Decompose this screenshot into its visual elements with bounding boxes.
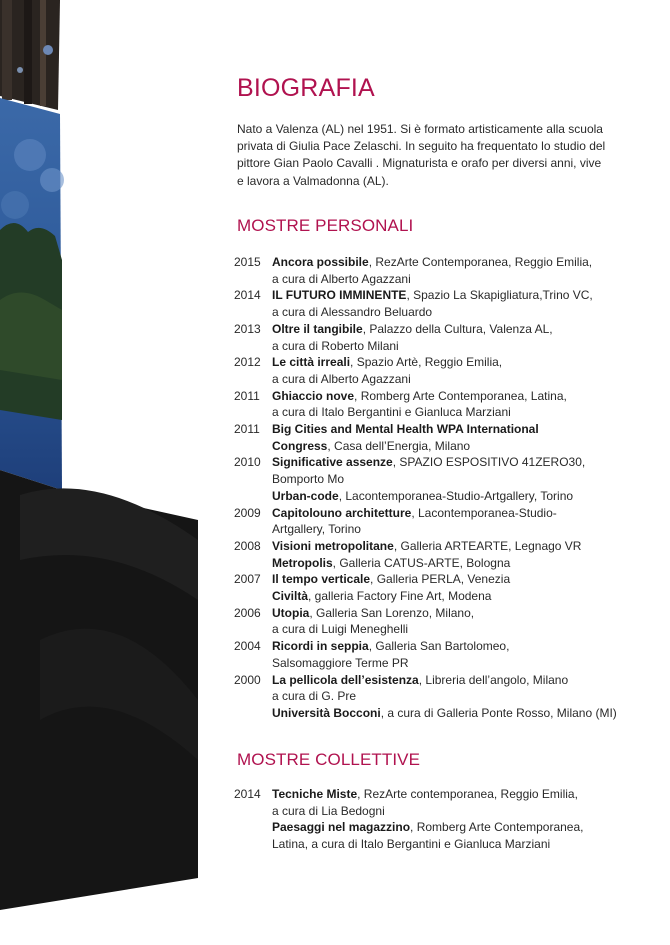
exhibition-lines xyxy=(272,287,634,320)
exhibition-line xyxy=(272,254,634,271)
exhibition-entry xyxy=(234,505,634,538)
exhibition-details: , Galleria ARTEARTE, Legnago VR xyxy=(393,538,582,553)
exhibition-line xyxy=(272,672,634,689)
exhibition-title: Le città irreali xyxy=(272,355,351,370)
artist-photo xyxy=(0,0,198,945)
exhibition-year: 2008 xyxy=(234,538,261,553)
exhibition-lines xyxy=(272,538,634,571)
exhibition-entry xyxy=(234,605,634,638)
exhibition-lines xyxy=(272,672,634,722)
exhibition-details: , galleria Factory Fine Art, Modena xyxy=(308,589,492,604)
exhibition-details: a cura di Alessandro Beluardo xyxy=(272,305,433,320)
exhibition-line xyxy=(272,836,634,853)
exhibition-details: , Casa dell’Energia, Milano xyxy=(327,438,471,453)
exhibition-title: La pellicola dell’esistenza xyxy=(272,672,419,687)
exhibition-line xyxy=(272,555,634,572)
section-title-personali: MOSTRE PERSONALI xyxy=(237,216,414,235)
exhibition-details: , Galleria PERLA, Venezia xyxy=(370,572,511,587)
exhibition-details: a cura di Luigi Meneghelli xyxy=(272,622,409,637)
exhibition-title: Ghiaccio nove xyxy=(272,388,355,403)
exhibition-line xyxy=(272,371,634,388)
exhibition-lines xyxy=(272,454,634,504)
exhibition-line xyxy=(272,438,634,455)
exhibition-year: 2013 xyxy=(234,321,261,336)
exhibition-line xyxy=(272,338,634,355)
exhibition-line xyxy=(272,655,634,672)
exhibition-year: 2012 xyxy=(234,355,261,370)
exhibition-year: 2015 xyxy=(234,255,261,269)
photo-image xyxy=(0,0,198,945)
exhibitions-collettive-list xyxy=(234,786,634,853)
exhibition-details: , RezArte Contemporanea, Reggio Emilia, xyxy=(368,255,593,269)
exhibition-details: Latina, a cura di Italo Bergantini e Gianluca Marziani xyxy=(272,837,551,852)
exhibition-title: Civiltà xyxy=(272,589,309,604)
exhibition-line xyxy=(272,538,634,555)
exhibition-entry xyxy=(234,254,634,287)
exhibition-lines xyxy=(272,571,634,604)
exhibition-lines xyxy=(272,388,634,421)
exhibition-details: a cura di Alberto Agazzani xyxy=(272,371,411,386)
exhibition-details: , Lacontemporanea-Studio- xyxy=(411,505,557,520)
exhibition-year: 2011 xyxy=(234,422,260,437)
exhibitions-personali-list xyxy=(234,254,634,722)
exhibition-title: Il tempo verticale xyxy=(272,572,371,587)
exhibition-title: Università Bocconi xyxy=(272,705,381,720)
exhibition-title: Capitolouno architetture xyxy=(272,505,412,520)
exhibition-lines xyxy=(272,321,634,354)
exhibition-entry xyxy=(234,672,634,722)
exhibition-line xyxy=(272,521,634,538)
exhibition-line xyxy=(272,638,634,655)
exhibition-details: , Galleria CATUS-ARTE, Bologna xyxy=(332,555,511,570)
exhibition-details: Artgallery, Torino xyxy=(272,522,361,537)
exhibition-title: Urban-code xyxy=(272,488,339,503)
exhibition-details: , SPAZIO ESPOSITIVO 41ZERO30, xyxy=(392,455,586,470)
exhibition-title: Ricordi in seppia xyxy=(272,639,369,654)
exhibition-line xyxy=(272,271,634,288)
exhibition-details: Bomporto Mo xyxy=(272,472,345,487)
exhibition-year: 2000 xyxy=(234,672,261,687)
exhibition-line xyxy=(272,786,634,803)
exhibition-lines xyxy=(272,354,634,387)
exhibition-details: a cura di G. Pre xyxy=(272,689,357,704)
exhibition-title: Ancora possibile xyxy=(272,255,369,269)
exhibition-entry xyxy=(234,287,634,320)
exhibition-details: a cura di Lia Bedogni xyxy=(272,803,385,818)
exhibition-details: , a cura di Galleria Ponte Rosso, Milano (MI) xyxy=(380,705,617,720)
exhibition-lines xyxy=(272,254,634,287)
exhibition-entry xyxy=(234,388,634,421)
exhibition-lines xyxy=(272,421,634,454)
exhibition-title: Tecniche Miste xyxy=(272,787,358,801)
exhibition-title: Visioni metropolitane xyxy=(272,538,394,553)
exhibition-lines xyxy=(272,638,634,671)
exhibition-title: Congress xyxy=(272,438,328,453)
exhibition-details: , RezArte contemporanea, Reggio Emilia, xyxy=(357,787,578,801)
exhibition-title: Significative assenze xyxy=(272,455,393,470)
biography-text: Nato a Valenza (AL) nel 1951. Si è formato artisticamente alla scuola privata di Giulia Pace Zelaschi. In seguito ha frequentato lo studio del pittore Gian Paolo Cavalli . Mignaturista e orafo per diversi anni, vive e lavora a Valmadonna (AL). xyxy=(237,122,606,188)
exhibition-details: , Lacontemporanea-Studio-Artgallery, Torino xyxy=(338,488,574,503)
exhibition-line xyxy=(272,488,634,505)
exhibition-line xyxy=(272,819,634,836)
exhibition-entry xyxy=(234,538,634,571)
section-title-collettive: MOSTRE COLLETTIVE xyxy=(237,750,421,769)
exhibition-year: 2009 xyxy=(234,505,261,520)
exhibition-details: , Galleria San Lorenzo, Milano, xyxy=(309,605,475,620)
exhibition-year: 2011 xyxy=(234,388,260,403)
exhibition-lines xyxy=(272,605,634,638)
exhibition-details: , Romberg Arte Contemporanea, Latina, xyxy=(354,388,567,403)
exhibition-title: Paesaggi nel magazzino xyxy=(272,820,411,835)
exhibition-year: 2014 xyxy=(234,787,261,801)
exhibition-entry xyxy=(234,321,634,354)
exhibition-title: IL FUTURO IMMINENTE xyxy=(272,288,407,303)
exhibition-lines xyxy=(272,786,634,853)
exhibition-line xyxy=(272,404,634,421)
exhibition-title: Big Cities and Mental Health WPA International xyxy=(272,422,539,437)
exhibition-line xyxy=(272,304,634,321)
exhibition-line xyxy=(272,688,634,705)
exhibition-details: , Galleria San Bartolomeo, xyxy=(368,639,510,654)
exhibition-entry xyxy=(234,421,634,454)
exhibition-year: 2007 xyxy=(234,572,261,587)
exhibition-details: , Libreria dell’angolo, Milano xyxy=(418,672,569,687)
exhibition-details: a cura di Alberto Agazzani xyxy=(272,271,411,286)
exhibition-line xyxy=(272,803,634,820)
exhibition-year: 2004 xyxy=(234,639,261,654)
exhibition-entry xyxy=(234,354,634,387)
exhibition-details: , Palazzo della Cultura, Valenza AL, xyxy=(362,321,553,336)
exhibition-line xyxy=(272,588,634,605)
exhibition-line xyxy=(272,421,634,438)
exhibition-details: Salsomaggiore Terme PR xyxy=(272,655,409,670)
exhibition-details: , Romberg Arte Contemporanea, xyxy=(410,820,584,835)
exhibition-title: Metropolis xyxy=(272,555,333,570)
exhibition-details: a cura di Roberto Milani xyxy=(272,338,399,353)
exhibition-year: 2014 xyxy=(234,288,261,303)
exhibition-details: , Spazio Artè, Reggio Emilia, xyxy=(350,355,503,370)
exhibition-entry xyxy=(234,786,634,853)
exhibition-line xyxy=(272,321,634,338)
exhibition-line xyxy=(272,605,634,622)
exhibition-entry xyxy=(234,454,634,504)
exhibition-line xyxy=(272,471,634,488)
exhibition-line xyxy=(272,354,634,371)
exhibition-line xyxy=(272,505,634,522)
exhibition-entry xyxy=(234,571,634,604)
exhibition-details: , Spazio La Skapigliatura,Trino VC, xyxy=(406,288,593,303)
exhibition-title: Oltre il tangibile xyxy=(272,321,363,336)
page-title: BIOGRAFIA xyxy=(237,74,375,102)
exhibition-entry xyxy=(234,638,634,671)
exhibition-year: 2010 xyxy=(234,455,261,470)
exhibition-line xyxy=(272,571,634,588)
exhibition-line xyxy=(272,388,634,405)
exhibition-year: 2006 xyxy=(234,605,261,620)
exhibition-line xyxy=(272,621,634,638)
exhibition-line xyxy=(272,454,634,471)
exhibition-title: Utopia xyxy=(272,605,310,620)
exhibition-details: a cura di Italo Bergantini e Gianluca Marziani xyxy=(272,405,511,420)
exhibition-line xyxy=(272,705,634,722)
exhibition-lines xyxy=(272,505,634,538)
exhibition-line xyxy=(272,287,634,304)
